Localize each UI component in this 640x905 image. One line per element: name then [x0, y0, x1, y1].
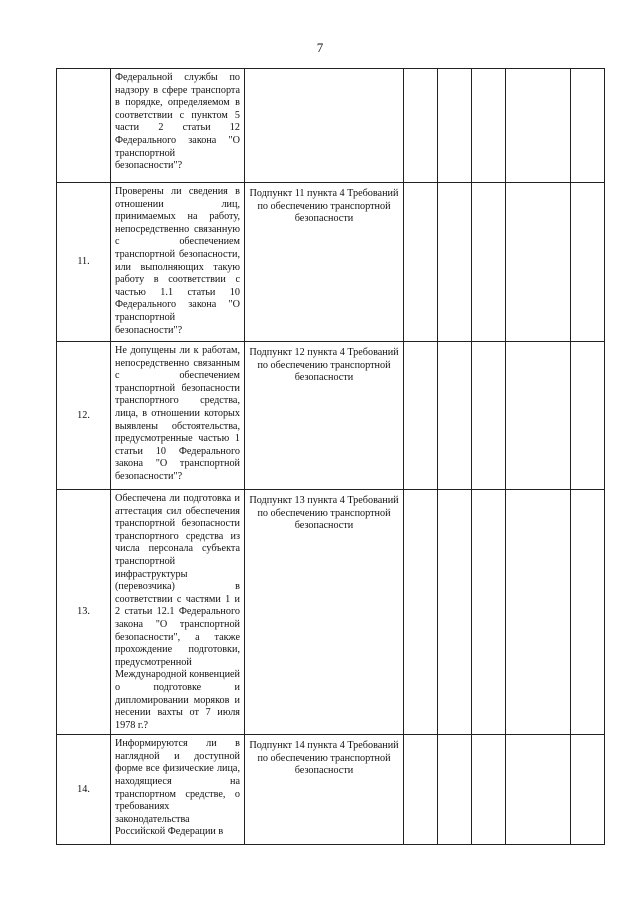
answer-cell — [571, 490, 605, 735]
row-number: 14. — [57, 735, 111, 845]
checklist-table — [56, 68, 605, 845]
row-number: 13. — [57, 490, 111, 735]
answer-cell — [438, 490, 472, 735]
answer-cell — [506, 183, 571, 342]
answer-cell — [404, 735, 438, 845]
table-row — [57, 490, 605, 735]
answer-cell — [506, 342, 571, 490]
page-number: 7 — [316, 40, 324, 55]
answer-cell — [472, 69, 506, 183]
row-number: 11. — [57, 183, 111, 342]
answer-cell — [438, 342, 472, 490]
answer-cell — [506, 490, 571, 735]
answer-cell — [472, 735, 506, 845]
reference-text: Подпункт 14 пункта 4 Требований по обеспечению транспортной безопасности — [245, 735, 404, 845]
table-row — [57, 342, 605, 490]
question-text: Проверены ли сведения в отношении лиц, принимаемых на работу, непосредственно связанную с обеспечением транспортной безопасности, или выполняющих такую работу в соответствии с частью 1.1 статьи 10 Федерального закона "О транспортной безопасности"? — [111, 183, 245, 342]
answer-cell — [472, 183, 506, 342]
reference-text — [245, 69, 404, 183]
answer-cell — [472, 342, 506, 490]
table-row — [57, 183, 605, 342]
question-text: Федеральной службы по надзору в сфере транспорта в порядке, определяемом в соответствии с пунктом 5 части 2 статьи 12 Федерального закона "О транспортной безопасности"? — [111, 69, 245, 183]
reference-text: Подпункт 13 пункта 4 Требований по обеспечению транспортной безопасности — [245, 490, 404, 735]
question-text: Обеспечена ли подготовка и аттестация сил обеспечения транспортной безопасности транспортного средства из числа персонала субъекта транспортной инфраструктуры (перевозчика) в соответствии с частями 1 и 2 статьи 12.1 Федерального закона "О транспортной безопасности", а также прохождение подготовки, предусмотренной Международной конвенцией о подготовке и дипломировании моряков и несении вахты от 7 июля 1978 г.? — [111, 490, 245, 735]
answer-cell — [571, 183, 605, 342]
answer-cell — [571, 735, 605, 845]
answer-cell — [438, 735, 472, 845]
reference-text: Подпункт 12 пункта 4 Требований по обеспечению транспортной безопасности — [245, 342, 404, 490]
answer-cell — [404, 183, 438, 342]
answer-cell — [438, 69, 472, 183]
question-text: Информируются ли в наглядной и доступной форме все физические лица, находящиеся на транспортном средстве, о требованиях законодательства Российской Федерации в — [111, 735, 245, 845]
answer-cell — [472, 490, 506, 735]
answer-cell — [404, 69, 438, 183]
row-number — [57, 69, 111, 183]
answer-cell — [571, 342, 605, 490]
answer-cell — [506, 735, 571, 845]
answer-cell — [404, 490, 438, 735]
reference-text: Подпункт 11 пункта 4 Требований по обеспечению транспортной безопасности — [245, 183, 404, 342]
answer-cell — [506, 69, 571, 183]
table-row — [57, 735, 605, 845]
row-number: 12. — [57, 342, 111, 490]
question-text: Не допущены ли к работам, непосредственно связанным с обеспечением транспортной безопасности транспортного средства, лица, в отношении которых выявлены обстоятельства, предусмотренные частью 1 статьи 10 Федерального закона "О транспортной безопасности"? — [111, 342, 245, 490]
answer-cell — [404, 342, 438, 490]
answer-cell — [571, 69, 605, 183]
answer-cell — [438, 183, 472, 342]
table-row — [57, 69, 605, 183]
